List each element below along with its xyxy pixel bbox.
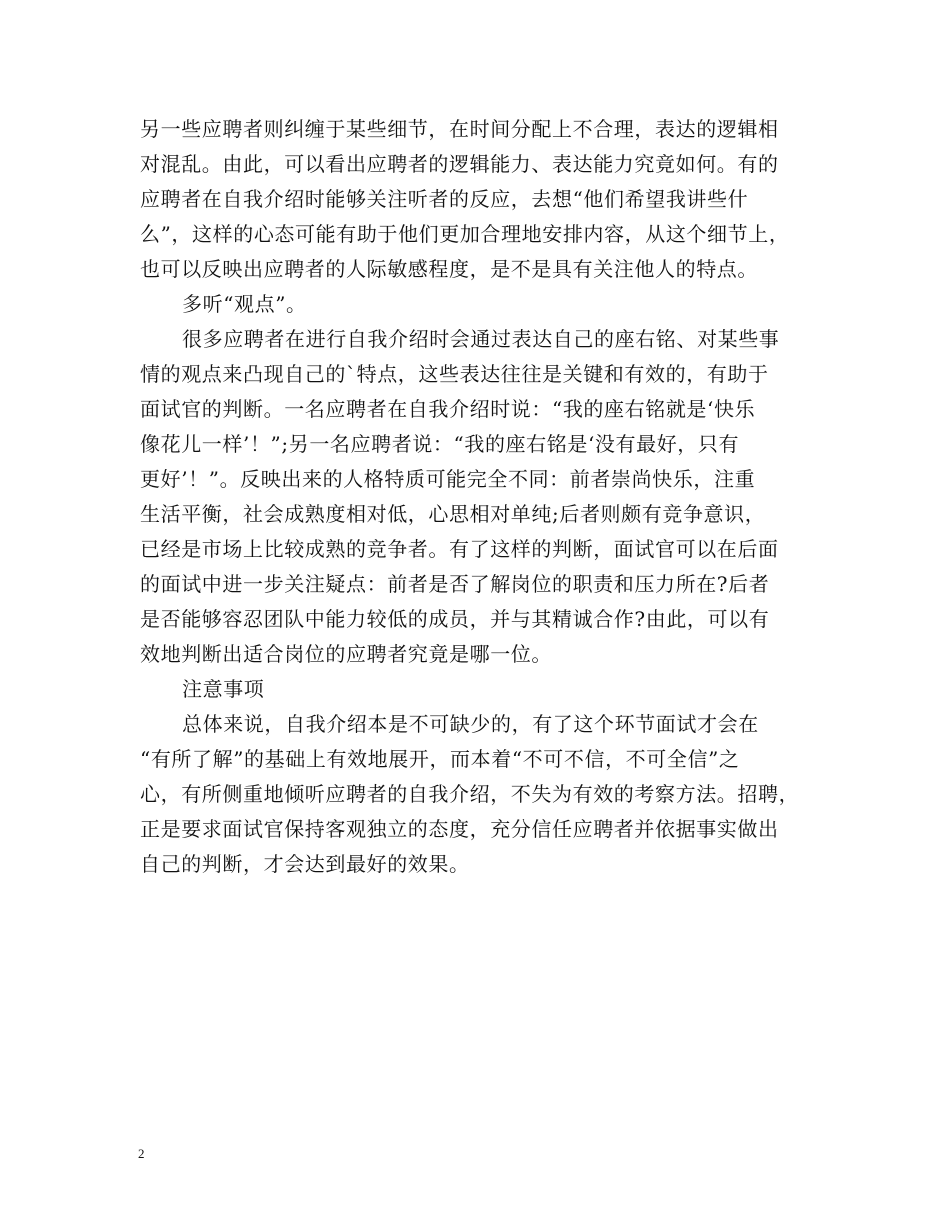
text-line: 心，有所侧重地倾听应聘者的自我介绍，不失为有效的考察方法。招聘， <box>140 782 800 806</box>
text-line: 也可以反映出应聘者的人际敏感程度，是不是具有关注他人的特点。 <box>140 257 758 281</box>
text-line: 情的观点来凸现自己的`特点，这些表达往往是关键和有效的，有助于 <box>140 362 769 386</box>
section-heading-line: 注意事项 <box>182 677 265 701</box>
text-line: 像花儿一样’！”;另一名应聘者说：“我的座右铭是‘没有最好，只有 <box>140 432 740 456</box>
paragraph-start-line: 很多应聘者在进行自我介绍时会通过表达自己的座右铭、对某些事 <box>182 327 780 351</box>
text-line: 正是要求面试官保持客观独立的态度，充分信任应聘者并依据事实做出 <box>140 817 779 841</box>
text-line: 面试官的判断。一名应聘者在自我介绍时说：“我的座右铭就是‘快乐 <box>140 397 756 421</box>
text-line: 更好’！”。反映出来的人格特质可能完全不同：前者崇尚快乐，注重 <box>140 467 756 491</box>
text-line: 是否能够容忍团队中能力较低的成员，并与其精诚合作?由此，可以有 <box>140 607 770 631</box>
text-line: 的面试中进一步关注疑点：前者是否了解岗位的职责和压力所在?后者 <box>140 572 770 596</box>
paragraph-start-line: 总体来说，自我介绍本是不可缺少的，有了这个环节面试才会在 <box>182 712 759 736</box>
section-heading-line: 多听“观点”。 <box>182 292 307 316</box>
text-line: 另一些应聘者则纠缠于某些细节，在时间分配上不合理，表达的逻辑相 <box>140 117 779 141</box>
body-text <box>140 112 815 882</box>
text-line: 自己的判断，才会达到最好的效果。 <box>140 852 470 876</box>
text-line: 对混乱。由此，可以看出应聘者的逻辑能力、表达能力究竟如何。有的 <box>140 152 779 176</box>
text-line: “有所了解”的基础上有效地展开，而本着“不可不信，不可全信”之 <box>140 747 740 771</box>
text-line: 生活平衡，社会成熟度相对低，心思相对单纯;后者则颇有竞争意识， <box>140 502 766 526</box>
text-line: 效地判断出适合岗位的应聘者究竟是哪一位。 <box>140 642 552 666</box>
text-line: 应聘者在自我介绍时能够关注听者的反应，去想“他们希望我讲些什 <box>140 187 749 211</box>
text-line: 么”，这样的心态可能有助于他们更加合理地安排内容，从这个细节上， <box>140 222 790 246</box>
page-number: 2 <box>138 1146 145 1161</box>
text-line: 已经是市场上比较成熟的竞争者。有了这样的判断，面试官可以在后面 <box>140 537 779 561</box>
